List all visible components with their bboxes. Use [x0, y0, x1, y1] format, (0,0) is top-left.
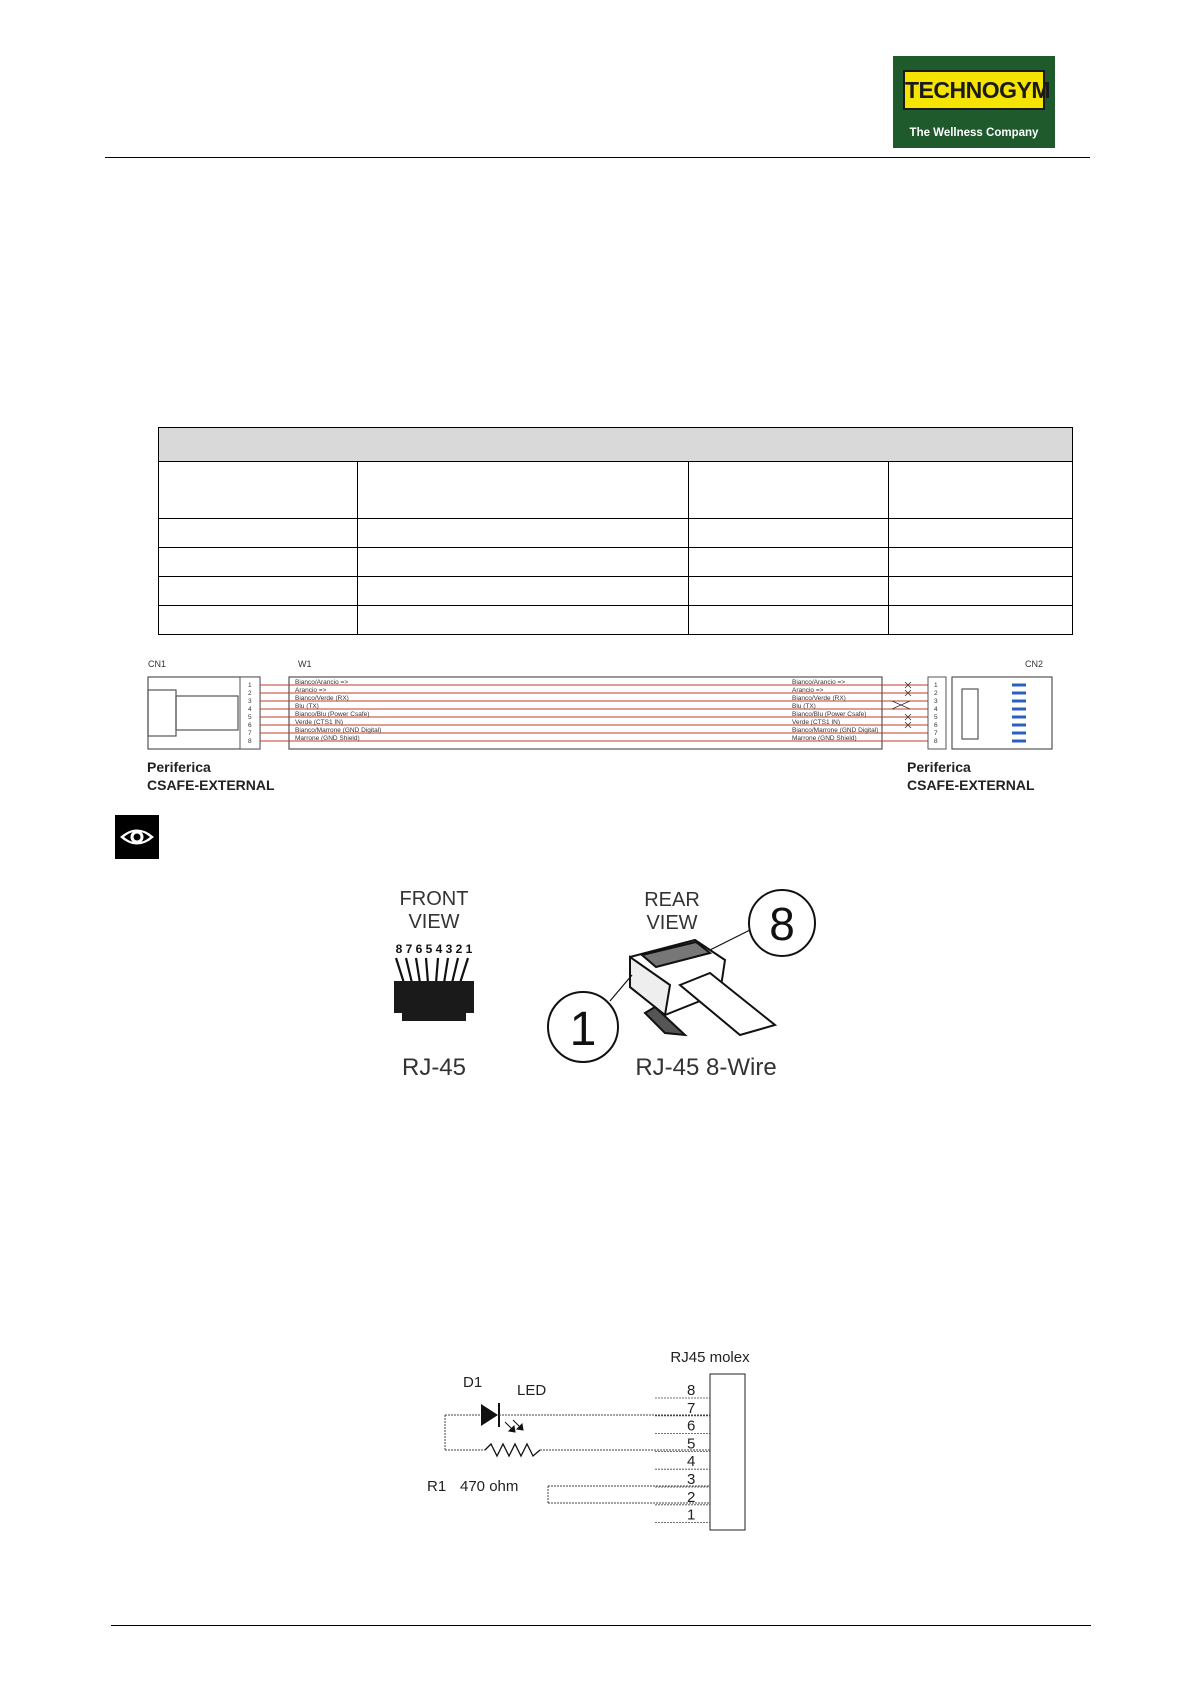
- table-cell: [358, 577, 689, 606]
- cn1-pin-number: 5: [248, 714, 252, 721]
- led-diode-symbol: [481, 1404, 498, 1426]
- table-cell: [159, 606, 358, 635]
- eye-icon-graphic: [115, 815, 159, 859]
- table-cell: [889, 606, 1073, 635]
- cn1-pin-number: 3: [248, 698, 252, 705]
- wire-label-right: Arancio =>: [792, 687, 824, 694]
- cn2-pin-number: 4: [934, 706, 938, 713]
- front-view-title-2: VIEW: [408, 911, 460, 933]
- wire-label-left: Bianco/Marrone (GND Digital): [295, 727, 382, 734]
- cn1-plug-tab: [176, 696, 238, 730]
- table-cell: [689, 606, 889, 635]
- table-cell: [889, 519, 1073, 548]
- table-cell: [159, 577, 358, 606]
- eye-icon: [115, 815, 159, 859]
- left-peripheral-caption: [147, 758, 275, 794]
- table-cell: [689, 577, 889, 606]
- wire-label-right: Bianco/Marrone (GND Digital): [792, 727, 879, 734]
- table-title-cell: [159, 428, 1073, 462]
- cn2-contact: [1012, 732, 1026, 735]
- front-pin-contacts: [396, 958, 468, 983]
- right-caption-line-1: Periferica: [907, 759, 971, 775]
- r1-label: R1: [427, 1478, 447, 1495]
- table-cell: [159, 548, 358, 577]
- d1-label: D1: [463, 1374, 483, 1391]
- callout-8-leader: [710, 930, 750, 950]
- cn2-pin-number: 3: [934, 698, 938, 705]
- cn2-pin-number: 6: [934, 722, 938, 729]
- wire-label-left: Blu (TX): [295, 703, 319, 710]
- cn2-pin-number: 2: [934, 690, 938, 697]
- table-cell: [889, 577, 1073, 606]
- front-view-title-1: FRONT: [399, 888, 469, 910]
- logo-tagline: The Wellness Company: [909, 127, 1039, 139]
- logo-brand-text: TECHNOGYM: [905, 77, 1050, 103]
- wire-label-left: Verde (CTS1 IN): [295, 719, 344, 726]
- wire-label-right: Marrone (GND Shield): [792, 735, 857, 742]
- molex-pin-number: 6: [687, 1417, 696, 1435]
- table-title-row: [159, 428, 1073, 462]
- rear-view-title-2: VIEW: [646, 912, 698, 934]
- cn2-contact: [1012, 716, 1026, 719]
- table-cell: [689, 548, 889, 577]
- wire-label-left: Bianco/Blu (Power Csafe): [295, 711, 370, 718]
- cn2-socket: [962, 689, 978, 739]
- molex-pin-number: 4: [687, 1453, 696, 1471]
- callout-1-leader: [610, 975, 632, 1001]
- cn1-pin-number: 4: [248, 706, 252, 713]
- cn2-contact: [1012, 708, 1026, 711]
- table-header-cell: [358, 462, 689, 519]
- led-emission-arrows: [505, 1420, 523, 1432]
- left-caption-line-1: Periferica: [147, 759, 211, 775]
- rear-view-title-1: REAR: [644, 889, 700, 911]
- cn2-pin-number: 7: [934, 730, 938, 737]
- molex-pin-number: 2: [687, 1488, 696, 1506]
- table-cell: [689, 519, 889, 548]
- cn1-pin-number: 7: [248, 730, 252, 737]
- molex-pin-number: 7: [687, 1399, 696, 1417]
- resistor-symbol: [485, 1444, 540, 1456]
- rj45-molex-block: [710, 1374, 745, 1530]
- table-cell: [159, 519, 358, 548]
- table-cell: [358, 519, 689, 548]
- wire-label-right: Bianco/Blu (Power Csafe): [792, 711, 867, 718]
- rear-plug-drawing: [630, 940, 775, 1035]
- right-peripheral-caption: [907, 758, 1035, 794]
- cn2-contact: [1012, 724, 1026, 727]
- cn1-pin-number: 2: [248, 690, 252, 697]
- rear-rj45-label: RJ-45 8-Wire: [635, 1054, 777, 1081]
- cn1-label: CN1: [148, 659, 167, 669]
- table-header-cell: [159, 462, 358, 519]
- callout-8-number: 8: [769, 898, 795, 950]
- logo-plate: [903, 70, 1050, 110]
- table-cell: [889, 548, 1073, 577]
- rj45-molex-label: RJ45 molex: [670, 1349, 750, 1366]
- molex-pin-number: 5: [687, 1435, 696, 1453]
- cn2-label: CN2: [1025, 659, 1044, 669]
- cn2-pin-number: 1: [934, 682, 938, 689]
- w1-label: W1: [298, 659, 312, 669]
- table-header-row: [159, 462, 1073, 519]
- cn1-pin-number: 8: [248, 738, 252, 745]
- left-caption-line-2: CSAFE-EXTERNAL: [147, 777, 275, 793]
- cn2-contact: [1012, 700, 1026, 703]
- table-cell: [358, 606, 689, 635]
- wire-label-right: Blu (TX): [792, 703, 816, 710]
- wire-label-left: Bianco/Verde (RX): [295, 695, 349, 702]
- wire-label-right: Bianco/Verde (RX): [792, 695, 846, 702]
- header-rule: [105, 157, 1090, 158]
- table-row: [159, 606, 1073, 635]
- front-pin-numbers: 8 7 6 5 4 3 2 1: [395, 942, 473, 956]
- cn2-pin-number: 5: [934, 714, 938, 721]
- wire-label-left: Arancio =>: [295, 687, 327, 694]
- right-caption-line-2: CSAFE-EXTERNAL: [907, 777, 1035, 793]
- wire-label-left: Bianco/Arancio =>: [295, 679, 349, 686]
- table-row: [159, 519, 1073, 548]
- r1-value-label: 470 ohm: [460, 1478, 519, 1495]
- molex-pin-number: 3: [687, 1471, 696, 1488]
- wire-label-left: Marrone (GND Shield): [295, 735, 360, 742]
- wire-label-right: Verde (CTS1 IN): [792, 719, 841, 726]
- callout-1-number: 1: [569, 1003, 597, 1056]
- table-row: [159, 548, 1073, 577]
- table-row: [159, 577, 1073, 606]
- led-schematic: [405, 1340, 795, 1550]
- technogym-logo: [893, 56, 1055, 148]
- molex-pin-number: 1: [687, 1506, 696, 1524]
- front-rj45-label: RJ-45: [401, 1054, 467, 1081]
- table-cell: [358, 548, 689, 577]
- connection-table: [158, 427, 1073, 635]
- cn2-contact: [1012, 740, 1026, 743]
- wire-label-right: Bianco/Arancio =>: [792, 679, 846, 686]
- cn1-pin-number: 6: [248, 722, 252, 729]
- cn2-contact: [1012, 684, 1026, 687]
- cn2-pin-number: 8: [934, 738, 938, 745]
- front-jack-body: [394, 981, 474, 1021]
- cable-wiring-diagram: [140, 655, 1060, 751]
- footer-rule: [111, 1625, 1091, 1626]
- table-header-cell: [889, 462, 1073, 519]
- cn2-contact: [1012, 692, 1026, 695]
- cn2-connector: [952, 677, 1052, 749]
- rj45-figure: [380, 885, 830, 1095]
- led-label: LED: [517, 1382, 547, 1399]
- molex-pin-number: 8: [687, 1382, 696, 1399]
- table-header-cell: [689, 462, 889, 519]
- cn1-plug-body: [148, 690, 176, 736]
- cn1-pin-number: 1: [248, 682, 252, 689]
